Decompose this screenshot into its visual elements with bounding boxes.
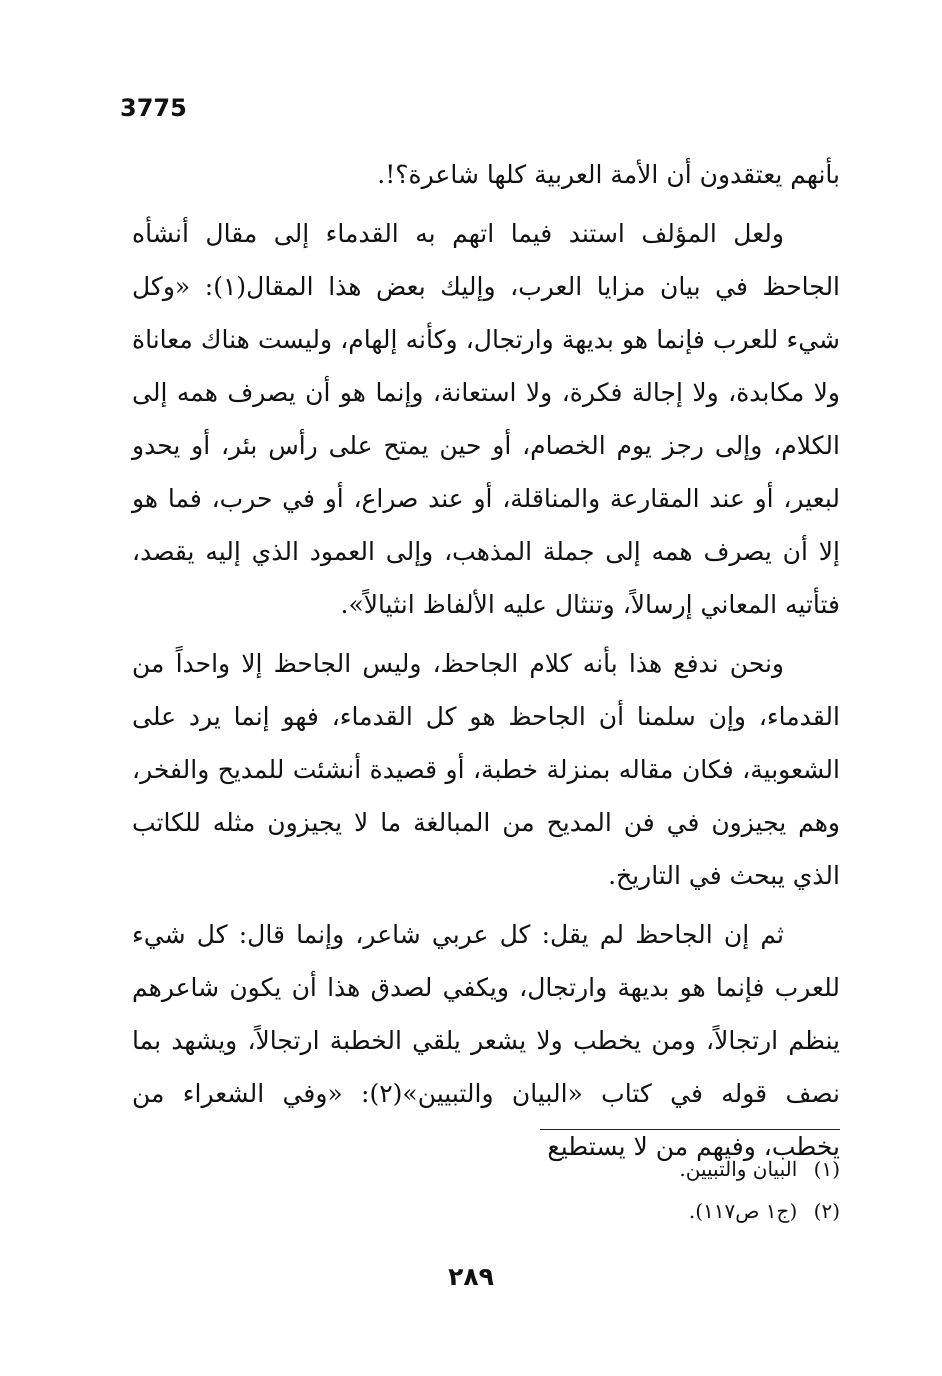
footnote-1 xyxy=(300,1148,840,1190)
footnote-number: (١) xyxy=(813,1157,840,1181)
document-id: 3775 xyxy=(120,94,187,122)
paragraph-4: ثم إن الجاحظ لم يقل: كل عربي شاعر، وإنما قال: كل شيء للعرب فإنما هو بديهة وارتجال، ويكفي لصدق هذا أن يكون شاعرهم ينظم ارتجالاً، ومن يخطب ولا يشعر يلقي الخطبة ارتجالاً، ويشهد بما نصف قوله في كتاب «البيان والتبيين»(٢): «وفي الشعراء من يخطب، وفيهم من لا يستطيع xyxy=(132,920,840,1161)
footnote-2 xyxy=(300,1190,840,1232)
footnote-divider xyxy=(540,1129,840,1130)
paragraph-2: ولعل المؤلف استند فيما اتهم به القدماء إلى مقال أنشأه الجاحظ في بيان مزايا العرب، وإليك بعض هذا المقال(١): «وكل شيء للعرب فإنما هو بديهة وارتجال، وكأنه إلهام، وليست هناك معاناة ولا مكابدة، ولا إجالة فكرة، ولا استعانة، وإنما هو أن يصرف همه إلى الكلام، وإلى رجز يوم الخصام، أو حين يمتح على رأس بئر، أو يحدو لبعير، أو عند المقارعة والمناقلة، أو عند صراع، أو في حرب، فما هو إلا أن يصرف همه إلى جملة المذهب، وإلى العمود الذي إليه يقصد، فتأتيه المعاني إرسالاً، وتنثال عليه الألفاظ انثيالاً». xyxy=(132,219,841,619)
paragraph-3: ونحن ندفع هذا بأنه كلام الجاحظ، وليس الجاحظ إلا واحداً من القدماء، وإن سلمنا أن الجاحظ هو كل القدماء، فهو إنما يرد على الشعوبية، فكان مقاله بمنزلة خطبة، أو قصيدة أنشئت للمديح والفخر، وهم يجيزون في فن المديح من المبالغة ما لا يجيزون مثله للكاتب الذي يبحث في التاريخ. xyxy=(132,649,840,890)
body-text xyxy=(132,148,840,1179)
paragraph-1: بأنهم يعتقدون أن الأمة العربية كلها شاعرة؟!. xyxy=(377,160,840,189)
footnotes xyxy=(300,1148,840,1232)
page-number: ٢٨٩ xyxy=(448,1262,494,1291)
footnote-number: (٢) xyxy=(813,1199,840,1223)
footnote-text: البيان والتبيين. xyxy=(679,1157,798,1181)
footnote-text: (ج١ ص١١٧). xyxy=(688,1199,798,1223)
